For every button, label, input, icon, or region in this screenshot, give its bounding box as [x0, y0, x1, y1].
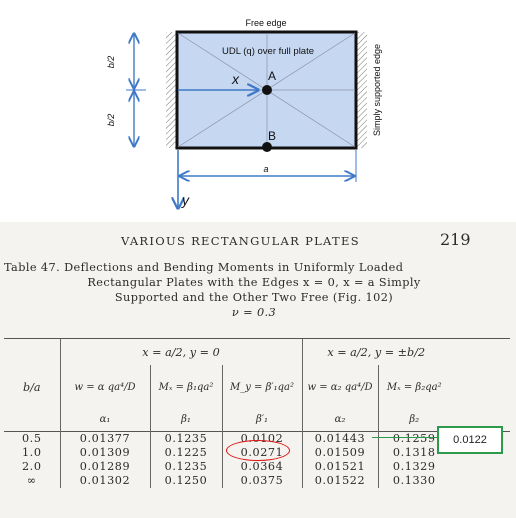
table-cell: 0.01509: [302, 446, 378, 460]
book-page-scan: [0, 222, 516, 518]
table-cell: 0.1250: [150, 474, 222, 488]
column-formula: M_y = β′₁qa²: [222, 365, 302, 409]
point-b-label: B: [268, 129, 277, 143]
dimension-a-label: a: [263, 164, 269, 174]
caption-line: Table 47. Deflections and Bending Moments in Uniformly Loaded: [4, 261, 404, 274]
column-coefficient: β′₁: [222, 409, 302, 431]
poisson-ratio: ν = 0.3: [231, 306, 277, 319]
ratio-header: b/a: [22, 380, 41, 394]
point-a-marker: [262, 85, 272, 95]
caption-line: Rectangular Plates with the Edges x = 0, x = a Simply: [87, 276, 421, 289]
point-a-label: A: [268, 69, 277, 83]
plate-diagram: [0, 0, 516, 222]
column-coefficient: α₁: [60, 409, 150, 431]
point-b-marker: [262, 142, 272, 152]
row-ratio: 0.5: [21, 432, 42, 445]
table-cell: 0.01521: [302, 460, 378, 474]
table-cell: 0.01309: [60, 446, 150, 460]
table-cell: 0.01522: [302, 474, 378, 488]
callout-leader-line: [372, 437, 437, 438]
column-coefficient: α₂: [302, 409, 378, 431]
table-cell: 0.0375: [222, 474, 302, 488]
table-row: [4, 460, 510, 474]
table-cell: 0.0364: [222, 460, 302, 474]
table-cell: 0.1225: [150, 446, 222, 460]
running-head: VARIOUS RECTANGULAR PLATES: [121, 234, 360, 248]
table-cell: 0.1235: [150, 432, 222, 446]
x-axis-label: x: [232, 71, 239, 87]
load-label: UDL (q) over full plate: [221, 46, 315, 57]
table-cell: 0.01302: [60, 474, 150, 488]
table-cell: 0.1318: [378, 446, 450, 460]
highlight-oval: [226, 440, 290, 461]
left-support-hatch: [166, 32, 177, 148]
coefficient-table: [4, 338, 510, 488]
table-cell: 0.01443: [302, 432, 378, 446]
column-formula: w = α₂ qa⁴/D: [302, 365, 378, 409]
table-cell: 0.1235: [150, 460, 222, 474]
column-coefficient: β₂: [378, 409, 450, 431]
page-number: 219: [440, 230, 471, 249]
caption-line: Supported and the Other Two Free (Fig. 102): [114, 291, 394, 304]
table-cell: 0.1259: [378, 432, 450, 446]
table-caption: [4, 260, 504, 320]
simply-supported-label: Simply supported edge: [372, 43, 382, 137]
table-cell: 0.1329: [378, 460, 450, 474]
table-cell: 0.01289: [60, 460, 150, 474]
column-formula: w = α qa⁴/D: [60, 365, 150, 409]
table-cell: 0.1330: [378, 474, 450, 488]
y-axis-label: y: [182, 192, 189, 208]
table-cell-highlighted: 0.0102: [222, 432, 302, 446]
row-ratio: 1.0: [21, 446, 42, 459]
table-row: [4, 474, 510, 488]
table-cell: 0.0271: [222, 446, 302, 460]
column-coefficient: β₁: [150, 409, 222, 431]
right-support-hatch: [356, 32, 367, 148]
row-ratio: ∞: [26, 474, 37, 487]
group-header-edge: x = a/2, y = ±b/2: [302, 339, 450, 365]
column-formula: Mₓ = β₁qa²: [150, 365, 222, 409]
row-ratio: 2.0: [21, 460, 42, 473]
dimension-b-lower-label: b/2: [106, 113, 116, 127]
dimension-b-upper-label: b/2: [106, 55, 116, 69]
free-edge-label: Free edge: [245, 18, 287, 28]
callout-box: 0.0122: [437, 426, 503, 454]
group-header-midplate: x = a/2, y = 0: [60, 339, 302, 365]
column-formula: Mₓ = β₂qa²: [378, 365, 450, 409]
table-cell: 0.01377: [60, 432, 150, 446]
